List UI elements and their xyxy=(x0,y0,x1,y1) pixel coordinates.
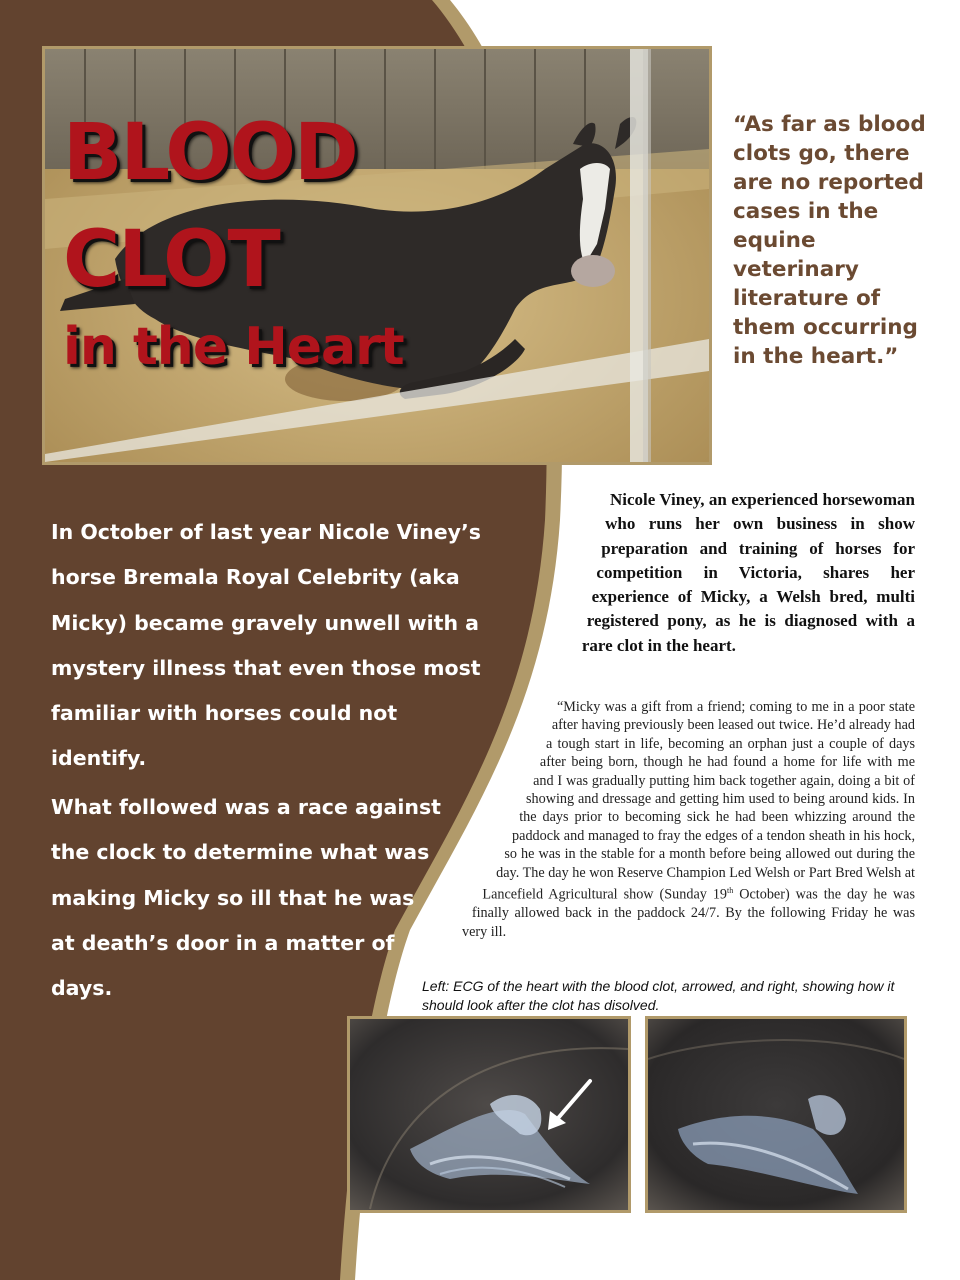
body-text-part2: October) was the day he was finally allowed back in the paddock 24/7. By the following Friday he was very ill. xyxy=(461,886,915,940)
ecg-caption: Left: ECG of the heart with the blood clot, arrowed, and right, showing how it should look after the clot has disolved. xyxy=(422,978,895,1013)
article-body xyxy=(440,698,915,968)
intro-paragraph-1: In October of last year Nicole Viney’s horse Bremala Royal Celebrity (aka Micky) became gravely unwell with a mystery illness that even those most familiar with horses could not identify. xyxy=(51,520,481,771)
intro-paragraph-2: What followed was a race against the clock to determine what was making Micky so ill that he was at death’s door in a matter of days. xyxy=(51,795,441,1001)
title-in-the-heart: in the Heart xyxy=(63,317,404,377)
date-superscript: th xyxy=(727,886,734,896)
standfirst xyxy=(560,488,915,688)
title-blood: BLOOD xyxy=(63,108,357,198)
ecg-scan-left xyxy=(350,1019,628,1210)
body-text-part1: “Micky was a gift from a friend; coming to me in a poor state after having previously been leased out twice. He’d already had a tough start in life, becoming an orphan just a couple of days after being born, though he had found a home for life with me and I was gradually putting him back together again, doing a bit of showing and dressage and getting him used to being around kids. In the days prior to becoming sick he had been whizzing around the paddock and managed to fray the edges of a tendon sheath in his hock, so he was in the stable for a month before being allowed out during the day. The day he won Reserve Champion Led Welsh or Part Bred Welsh at Lancefield Agricultural show (Sunday 19 xyxy=(482,699,915,903)
pull-quote: “As far as blood clots go, there are no reported cases in the equine veterinary literature of them occurring in the heart.” xyxy=(733,112,926,369)
title-clot: CLOT xyxy=(63,215,279,305)
ecg-scan-right xyxy=(648,1019,904,1210)
hero-horse-photo xyxy=(42,46,712,465)
ecg-image-after-clot xyxy=(645,1016,907,1213)
standfirst-text: Nicole Viney, an experienced horsewoman who runs her own business in show preparation and training of horses for competition in Victoria, shares her experience of Micky, a Welsh bred, multi registered pony, as he is diagnosed with a rare clot in the heart. xyxy=(581,490,915,655)
ecg-image-with-clot xyxy=(347,1016,631,1213)
